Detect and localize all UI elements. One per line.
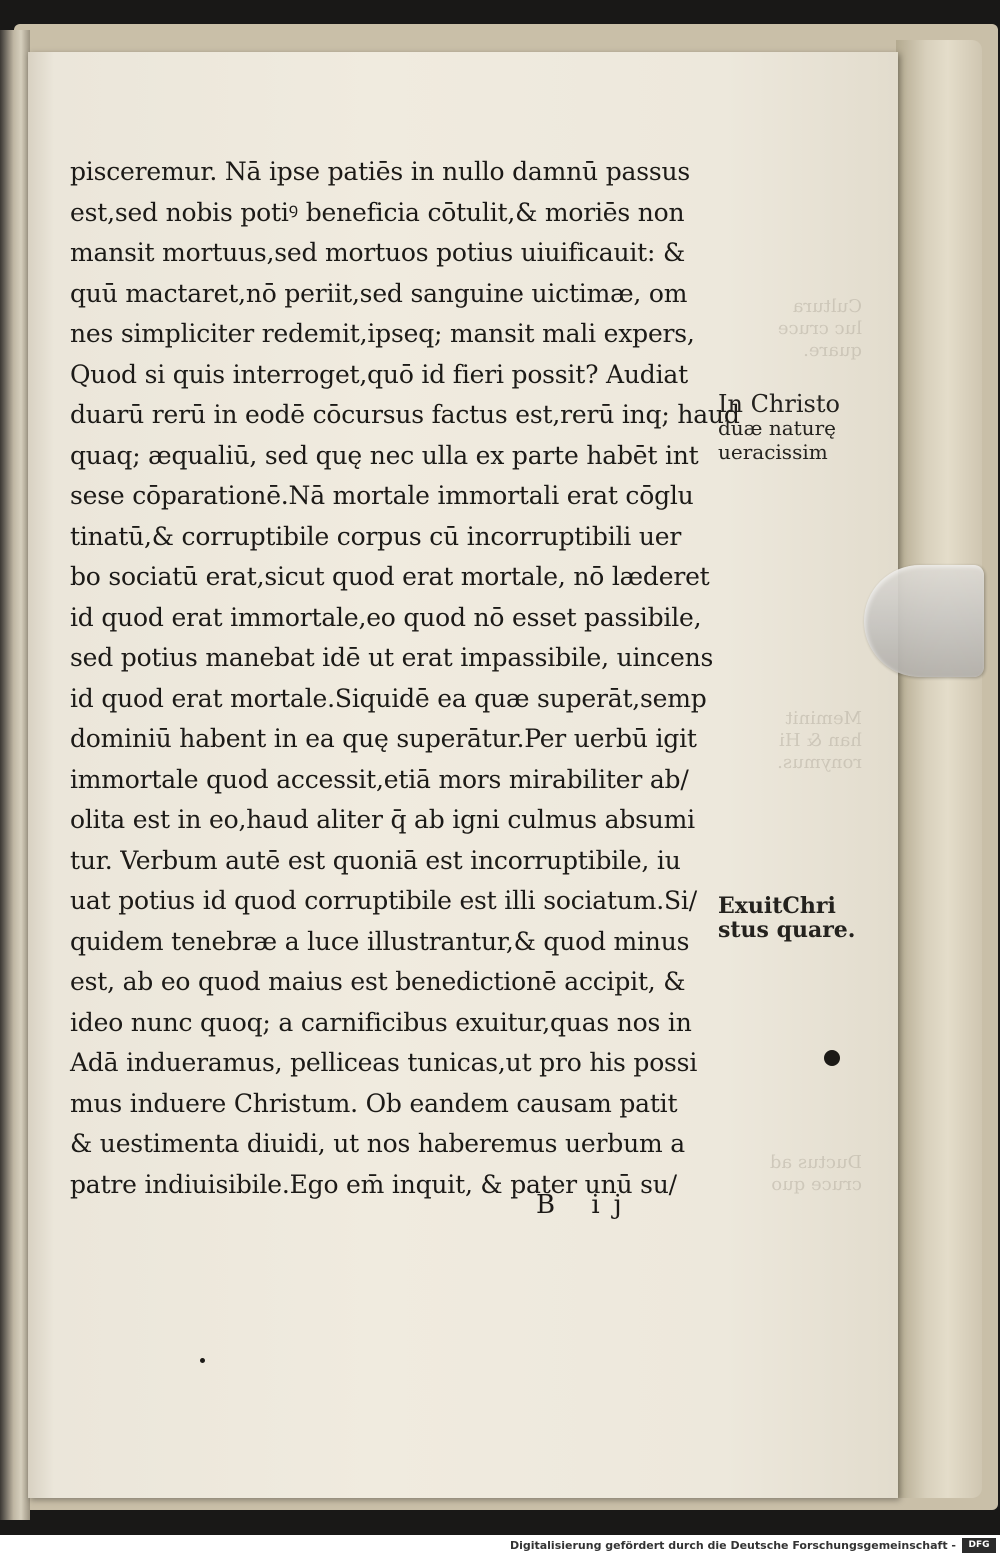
text-line: id quod erat mortale.Siquidē ea quæ superāt,semp bbox=[70, 683, 707, 713]
text-line: quū mactaret,nō periit,sed sanguine uictimæ, om bbox=[70, 278, 688, 308]
show-through-line: han & Hi bbox=[779, 730, 862, 751]
margin-note-christo bbox=[718, 392, 868, 464]
show-through-line: Cultura bbox=[792, 296, 862, 317]
text-line: duarū rerū in eodē cōcursus factus est,rerū inq; haud bbox=[70, 400, 740, 429]
footer-bar bbox=[0, 1535, 1000, 1557]
ink-spot bbox=[824, 1050, 840, 1066]
ink-spot bbox=[200, 1358, 205, 1363]
body-text bbox=[70, 152, 740, 1205]
text-line: Adā indueramus, pelliceas tunicas,ut pro his possi bbox=[70, 1048, 698, 1077]
show-through-line: cruce quo bbox=[771, 1174, 862, 1195]
text-line: patre indiuisibile.Ego em̄ inquit, & pater unū su/ bbox=[70, 1169, 677, 1199]
text-line: bo sociatū erat,sicut quod erat mortale, nō læderet bbox=[70, 562, 710, 591]
book-gutter bbox=[0, 30, 30, 1520]
text-line: quidem tenebræ a luce illustrantur,& quod minus bbox=[70, 926, 690, 956]
text-line: pisceremur. Nā ipse patiēs in nullo damnū passus bbox=[70, 157, 690, 186]
show-through-line: quare. bbox=[803, 340, 862, 361]
show-through-line: Ductus ad bbox=[769, 1152, 862, 1173]
text-line: & uestimenta diuidi, ut nos haberemus uerbum a bbox=[70, 1129, 685, 1158]
text-line: est,sed nobis potiꝰ beneficia cōtulit,& moriēs non bbox=[70, 197, 685, 227]
margin-note-line: ExuitChri bbox=[718, 893, 836, 919]
show-through-line: luc cruce bbox=[777, 318, 862, 339]
text-line: olita est in eo,haud aliter q̄ ab igni culmus absumi bbox=[70, 805, 695, 834]
margin-note-line: ueracissim bbox=[718, 440, 828, 464]
text-line: id quod erat immortale,eo quod nō esset passibile, bbox=[70, 602, 702, 632]
text-line: mus induere Christum. Ob eandem causam patit bbox=[70, 1088, 678, 1118]
show-through-note bbox=[752, 708, 862, 774]
text-line: sed potius manebat idē ut erat impassibile, uincens bbox=[70, 643, 714, 672]
text-line: mansit mortuus,sed mortuos potius uiuificauit: & bbox=[70, 238, 686, 267]
margin-note-line: stus quare. bbox=[718, 917, 856, 943]
margin-note-exuit bbox=[718, 894, 868, 942]
show-through-note bbox=[752, 296, 862, 362]
page-clip bbox=[864, 565, 984, 677]
text-line: sese cōparationē.Nā mortale immortali erat cōglu bbox=[70, 481, 694, 510]
text-line: tur. Verbum autē est quoniā est incorruptibile, iu bbox=[70, 845, 681, 875]
text-line: ideo nunc quoq; a carnificibus exuitur,quas nos in bbox=[70, 1007, 692, 1037]
show-through-line: ronymus. bbox=[777, 752, 862, 773]
page-edge-stack bbox=[896, 40, 982, 1498]
margin-note-line: duæ naturę bbox=[718, 416, 836, 440]
text-line: uat potius id quod corruptibile est illi sociatum.Si/ bbox=[70, 886, 697, 915]
text-line: immortale quod accessit,etiā mors mirabiliter ab/ bbox=[70, 764, 689, 794]
text-line: dominiū habent in ea quę superātur.Per uerbū igit bbox=[70, 724, 697, 753]
funding-credit: Digitalisierung gefördert durch die Deutsche Forschungsgemeinschaft - bbox=[509, 1539, 956, 1552]
margin-note-line: In Christo bbox=[718, 390, 840, 418]
text-line: quaq; æqualiū, sed quę nec ulla ex parte habēt int bbox=[70, 440, 699, 470]
show-through-line: Meminit bbox=[785, 708, 862, 729]
signature-mark: B ij bbox=[536, 1190, 636, 1220]
text-line: nes simpliciter redemit,ipseq; mansit mali expers, bbox=[70, 319, 695, 348]
text-line: Quod si quis interroget,quō id fieri possit? Audiat bbox=[70, 359, 688, 389]
show-through-note bbox=[752, 1152, 862, 1196]
text-line: est, ab eo quod maius est benedictionē accipit, & bbox=[70, 967, 686, 996]
dfg-logo: DFG bbox=[962, 1538, 996, 1553]
text-line: tinatū,& corruptibile corpus cū incorruptibili uer bbox=[70, 521, 682, 551]
